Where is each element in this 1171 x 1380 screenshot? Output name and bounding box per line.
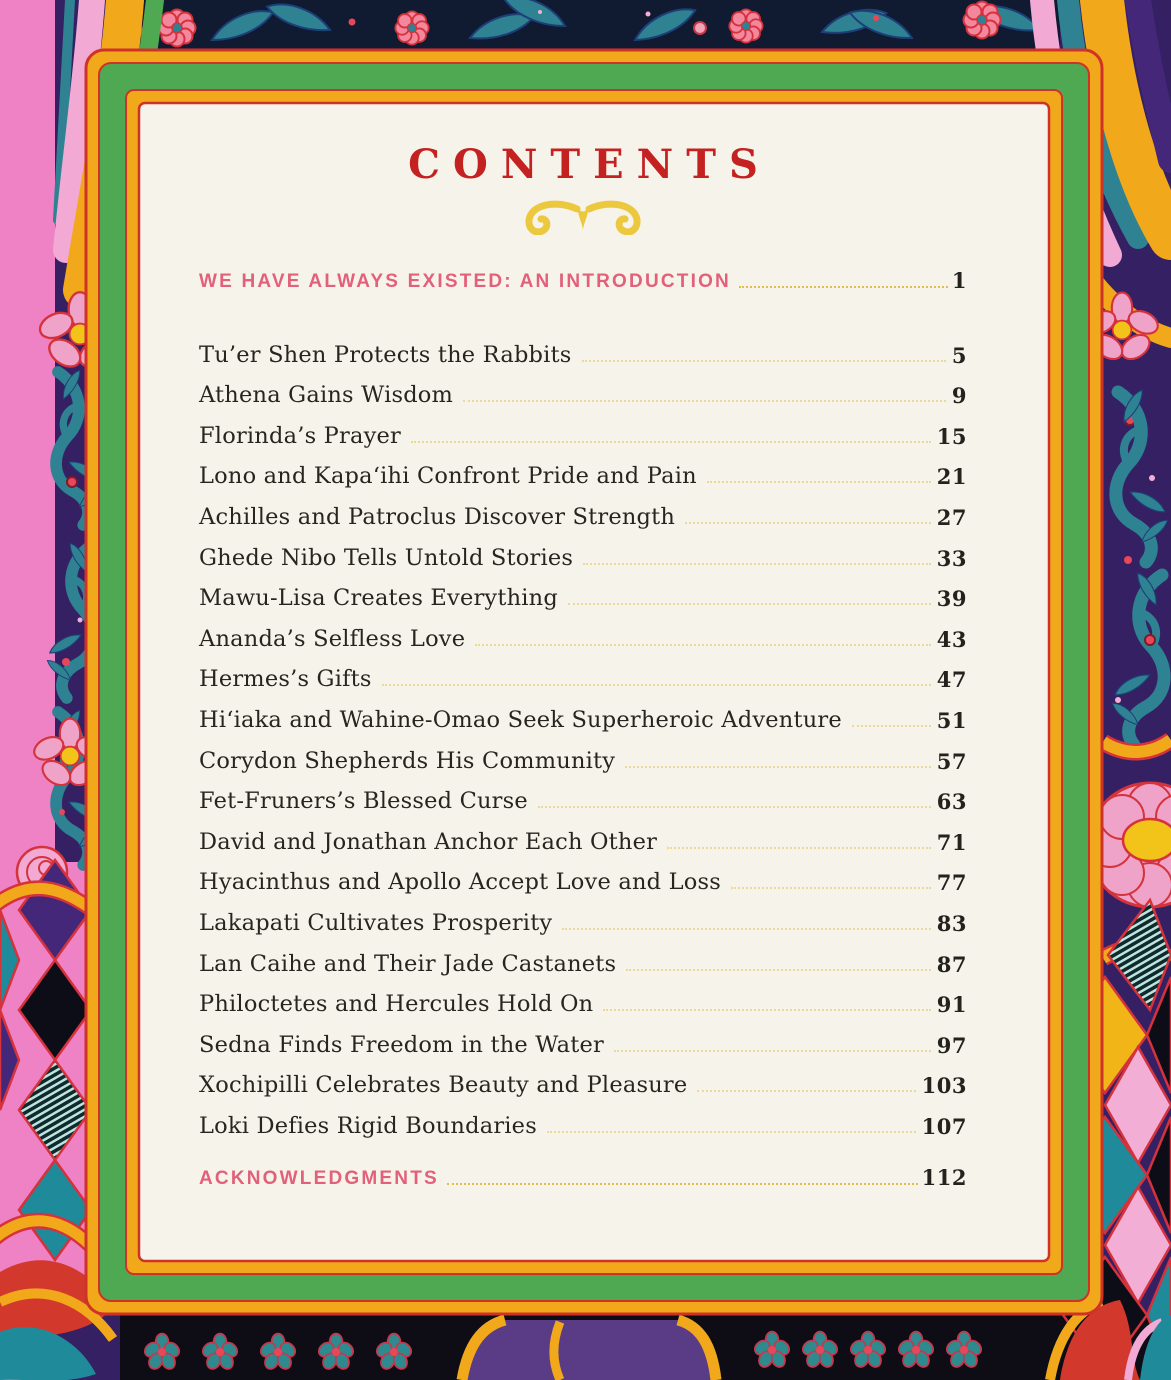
chapter-page-number: 33 <box>936 545 967 571</box>
chapter-title: Tu’er Shen Protects the Rabbits <box>199 341 572 368</box>
chapter-title: Lakapati Cultivates Prosperity <box>199 909 553 936</box>
chapter-title: Sedna Finds Freedom in the Water <box>199 1031 604 1058</box>
toc-entry <box>199 611 967 652</box>
chapter-page-number: 15 <box>936 423 967 449</box>
toc-entry <box>199 368 967 409</box>
toc-entry <box>199 408 967 449</box>
dotted-leader <box>731 887 931 889</box>
toc-entry <box>199 936 967 977</box>
toc-entry <box>199 571 967 612</box>
chapter-title: Hermes’s Gifts <box>199 666 372 693</box>
chapter-list <box>199 327 967 1139</box>
dotted-leader <box>707 481 931 483</box>
chapter-title: Lan Caihe and Their Jade Castanets <box>199 950 617 977</box>
dotted-leader <box>382 684 931 686</box>
chapter-title: Philoctetes and Hercules Hold On <box>199 991 594 1018</box>
intro-page-number: 1 <box>951 268 967 293</box>
chapter-page-number: 43 <box>936 626 967 652</box>
flourish-ornament <box>517 199 649 235</box>
chapter-title: Florinda’s Prayer <box>199 422 401 449</box>
table-of-contents <box>139 103 1049 1261</box>
dotted-leader <box>697 1090 915 1092</box>
chapter-title: David and Jonathan Anchor Each Other <box>199 828 658 855</box>
dotted-leader <box>547 1131 916 1133</box>
chapter-page-number: 91 <box>936 992 967 1018</box>
toc-entry <box>199 692 967 733</box>
chapter-page-number: 47 <box>936 667 967 693</box>
dotted-leader <box>852 725 931 727</box>
dotted-leader <box>739 286 948 288</box>
chapter-page-number: 77 <box>936 870 967 896</box>
toc-entry <box>199 652 967 693</box>
toc-entry <box>199 977 967 1018</box>
chapter-page-number: 83 <box>936 910 967 936</box>
dotted-leader <box>538 806 931 808</box>
chapter-title: Ghede Nibo Tells Untold Stories <box>199 544 574 571</box>
dotted-leader <box>614 1050 931 1052</box>
chapter-page-number: 5 <box>951 342 967 368</box>
dotted-leader <box>583 563 931 565</box>
acknowledgments-label: ACKNOWLEDGMENTS <box>199 1167 439 1189</box>
toc-entry <box>199 449 967 490</box>
chapter-page-number: 97 <box>936 1032 967 1058</box>
chapter-page-number: 51 <box>936 707 967 733</box>
dotted-leader <box>685 522 931 524</box>
toc-entry <box>199 733 967 774</box>
dotted-leader <box>582 360 946 362</box>
chapter-title: Mawu-Lisa Creates Everything <box>199 585 558 612</box>
chapter-page-number: 71 <box>936 829 967 855</box>
chapter-page-number: 9 <box>951 383 967 409</box>
chapter-title: Corydon Shepherds His Community <box>199 747 616 774</box>
chapter-page-number: 87 <box>936 951 967 977</box>
chapter-title: Hyacinthus and Apollo Accept Love and Loss <box>199 869 721 896</box>
dotted-leader <box>603 1009 930 1011</box>
chapter-page-number: 21 <box>936 464 967 490</box>
toc-entry <box>199 1058 967 1099</box>
chapter-title: Xochipilli Celebrates Beauty and Pleasure <box>199 1072 688 1099</box>
chapter-page-number: 103 <box>921 1073 967 1099</box>
chapter-title: Hiʻiaka and Wahine-Omao Seek Superheroic Adventure <box>199 706 842 733</box>
chapter-title: Athena Gains Wisdom <box>199 382 454 409</box>
intro-entry <box>199 268 967 293</box>
dotted-leader <box>411 441 931 443</box>
chapter-page-number: 107 <box>921 1113 967 1139</box>
dotted-leader <box>568 603 931 605</box>
page-title: CONTENTS <box>408 141 771 188</box>
toc-entry <box>199 895 967 936</box>
dotted-leader <box>475 644 931 646</box>
acknowledgments-page-number: 112 <box>921 1164 967 1190</box>
dotted-leader <box>626 969 930 971</box>
acknowledgments-entry <box>199 1165 967 1190</box>
chapter-title: Loki Defies Rigid Boundaries <box>199 1112 537 1139</box>
chapter-page-number: 63 <box>936 789 967 815</box>
dotted-leader <box>667 847 931 849</box>
toc-entry <box>199 774 967 815</box>
chapter-title: Fet-Fruners’s Blessed Curse <box>199 788 528 815</box>
chapter-page-number: 27 <box>936 504 967 530</box>
toc-entry <box>199 327 967 368</box>
dotted-leader <box>463 400 946 402</box>
toc-entry <box>199 855 967 896</box>
toc-entry <box>199 1017 967 1058</box>
dotted-leader <box>447 1183 918 1185</box>
chapter-page-number: 57 <box>936 748 967 774</box>
dotted-leader <box>625 766 931 768</box>
chapter-title: Achilles and Patroclus Discover Strength <box>199 503 676 530</box>
toc-entry <box>199 489 967 530</box>
intro-label: WE HAVE ALWAYS EXISTED: AN INTRODUCTION <box>199 271 731 292</box>
chapter-page-number: 39 <box>936 586 967 612</box>
toc-entry <box>199 1098 967 1139</box>
chapter-title: Lono and Kapaʻihi Confront Pride and Pain <box>199 463 697 490</box>
dotted-leader <box>562 928 930 930</box>
toc-entry <box>199 814 967 855</box>
toc-entry <box>199 530 967 571</box>
chapter-title: Ananda’s Selfless Love <box>199 625 466 652</box>
